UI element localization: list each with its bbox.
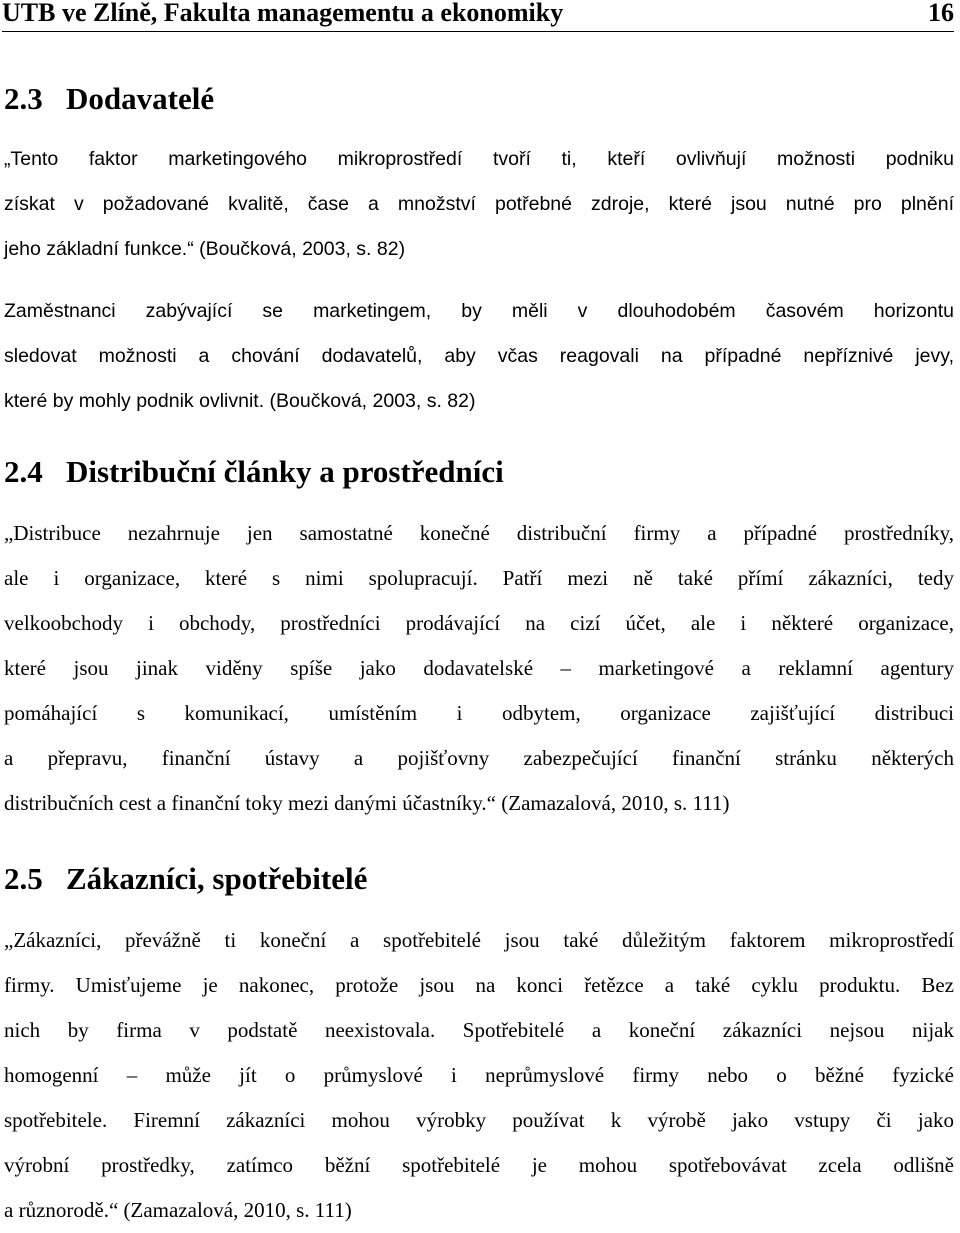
section-heading-2-5	[4, 859, 367, 899]
running-header	[2, 0, 954, 32]
paragraph-line: firmy. Umisťujeme je nakonec, protože jsou na konci řetězce a také cyklu produktu. Bez	[4, 973, 954, 997]
paragraph-line: Zaměstnanci zabývající se marketingem, by měli v dlouhodobém časovém horizontu	[4, 300, 954, 322]
section-number: 2.5	[4, 861, 43, 896]
paragraph-line: sledovat možnosti a chování dodavatelů, aby včas reagovali na případné nepříznivé jevy,	[4, 345, 954, 367]
paragraph-line: nich by firma v podstatě neexistovala. Spotřebitelé a koneční zákazníci nejsou nijak	[4, 1018, 954, 1042]
paragraph-line: spotřebitele. Firemní zákazníci mohou výrobky používat k výrobě jako vstupy či jako	[4, 1108, 954, 1132]
section-number: 2.4	[4, 454, 43, 489]
paragraph-line: jeho základní funkce.“ (Boučková, 2003, s. 82)	[4, 238, 406, 260]
section-title: Distribuční články a prostředníci	[66, 454, 504, 489]
paragraph-line: velkoobchody i obchody, prostředníci prodávající na cizí účet, ale i některé organizace,	[4, 611, 954, 635]
paragraph	[4, 137, 954, 272]
section-title: Dodavatelé	[66, 81, 215, 116]
paragraph-line: a přepravu, finanční ústavy a pojišťovny zabezpečující finanční stránku některých	[4, 746, 954, 770]
paragraph-line: získat v požadované kvalitě, čase a množství potřebné zdroje, které jsou nutné pro plnění	[4, 193, 954, 215]
paragraph-line: pomáhající s komunikací, umístěním i odbytem, organizace zajišťující distribuci	[4, 701, 954, 725]
paragraph-line: ale i organizace, které s nimi spolupracují. Patří mezi ně také přímí zákazníci, tedy	[4, 566, 954, 590]
paragraph-line: homogenní – může jít o průmyslové i neprůmyslové firmy nebo o běžné fyzické	[4, 1063, 954, 1087]
paragraph-line: „Zákazníci, převážně ti koneční a spotřebitelé jsou také důležitým faktorem mikroprostředí	[4, 928, 954, 952]
paragraph-line: výrobní prostředky, zatímco běžní spotřebitelé je mohou spotřebovávat zcela odlišně	[4, 1153, 954, 1177]
section-heading-2-4	[4, 452, 504, 492]
section-number: 2.3	[4, 81, 43, 116]
paragraph	[4, 918, 954, 1233]
paragraph-line: které by mohly podnik ovlivnit. (Boučková, 2003, s. 82)	[4, 390, 476, 412]
section-title: Zákazníci, spotřebitelé	[66, 861, 368, 896]
header-page-number: 16	[928, 0, 954, 27]
paragraph	[4, 511, 954, 826]
paragraph-line: a různorodě.“ (Zamazalová, 2010, s. 111)	[4, 1198, 352, 1222]
section-heading-2-3	[4, 79, 214, 119]
paragraph-line: které jsou jinak viděny spíše jako dodavatelské – marketingové a reklamní agentury	[4, 656, 954, 680]
paragraph	[4, 289, 954, 424]
paragraph-line: „Distribuce nezahrnuje jen samostatné konečné distribuční firmy a případné prostředníky,	[4, 521, 954, 545]
header-institution: UTB ve Zlíně, Fakulta managementu a ekonomiky	[2, 0, 564, 27]
paragraph-line: distribučních cest a finanční toky mezi danými účastníky.“ (Zamazalová, 2010, s. 111)	[4, 791, 730, 815]
paragraph-line: „Tento faktor marketingového mikroprostředí tvoří ti, kteří ovlivňují možnosti podniku	[4, 148, 954, 170]
